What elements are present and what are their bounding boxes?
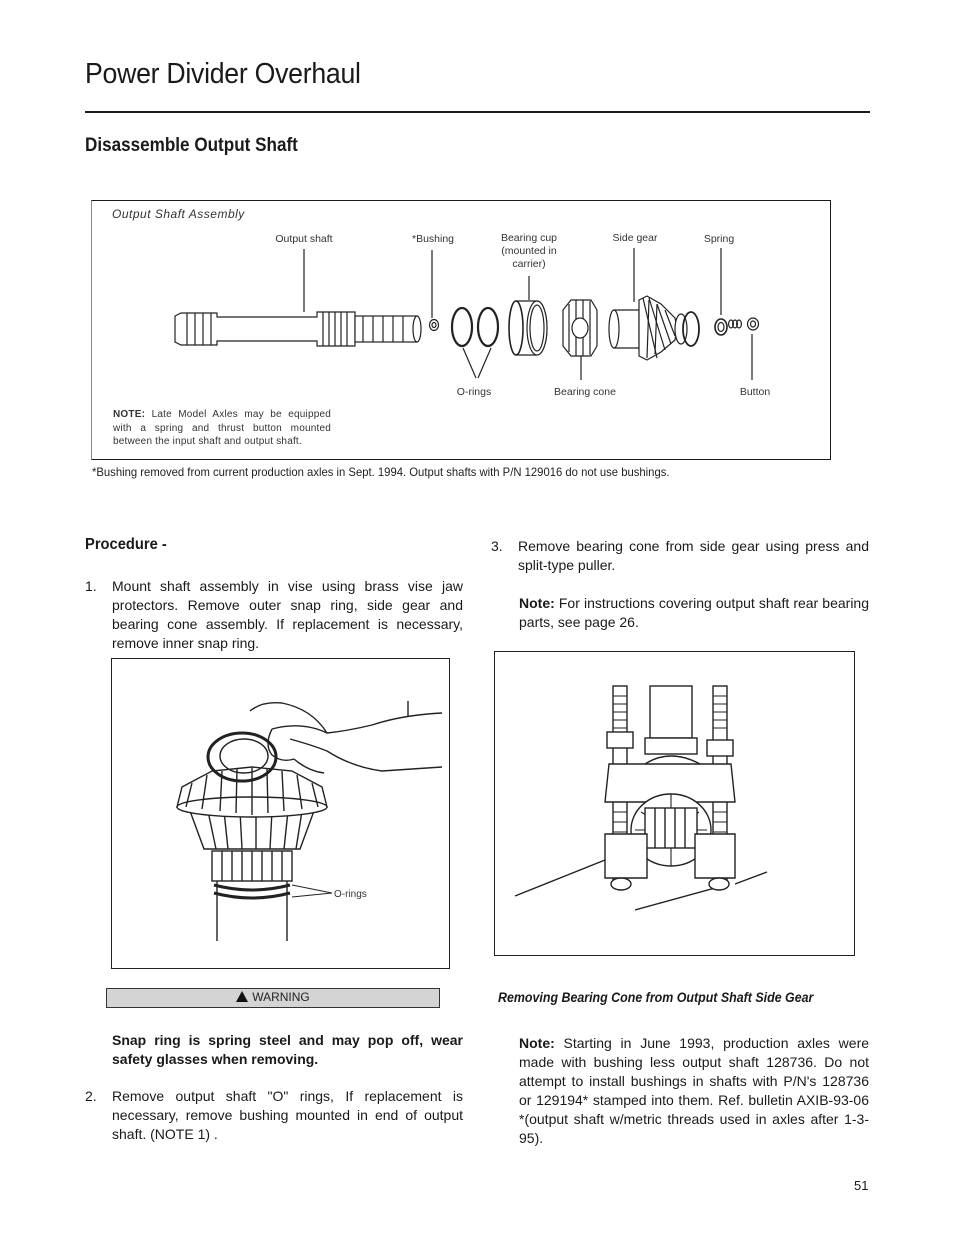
step-1-number: 1. xyxy=(85,578,97,594)
page-number: 51 xyxy=(854,1178,869,1193)
note-bushing-less-label: Note: xyxy=(519,1035,555,1051)
label-spring: Spring xyxy=(703,233,735,245)
o-ring-removal-illustration xyxy=(112,659,448,967)
label-button: Button xyxy=(739,386,771,398)
figure-note-label: NOTE: xyxy=(113,409,146,420)
page-title: Power Divider Overhaul xyxy=(85,58,361,90)
figure-note xyxy=(113,408,331,449)
label-bearing-cup: Bearing cup (mounted in carrier) xyxy=(500,232,558,270)
warning-icon xyxy=(236,991,248,1002)
warning-label: WARNING xyxy=(252,990,310,1004)
label-bushing: *Bushing xyxy=(411,233,455,245)
figure-note-text: Late Model Axles may be equipped with a spring and thrust button mounted between the input shaft and output shaft. xyxy=(113,409,331,447)
procedure-heading: Procedure - xyxy=(85,536,167,553)
press-puller-illustration xyxy=(495,652,853,954)
figure-caption: Output Shaft Assembly xyxy=(112,207,245,221)
warning-banner xyxy=(106,988,440,1008)
step-3-number: 3. xyxy=(491,538,503,554)
step-3-text: Remove bearing cone from side gear using press and split-type puller. xyxy=(518,538,869,573)
note-rear-bearing-text: For instructions covering output shaft rear bearing parts, see page 26. xyxy=(519,595,870,630)
step-3 xyxy=(491,537,869,575)
photo-press-puller xyxy=(494,651,855,956)
note-rear-bearing xyxy=(519,594,869,632)
step-2-number: 2. xyxy=(85,1088,97,1104)
photo-label-o-rings: O-rings xyxy=(334,889,367,900)
note-rear-bearing-label: Note: xyxy=(519,595,555,611)
photo-caption: Removing Bearing Cone from Output Shaft Side Gear xyxy=(498,990,814,1005)
note-bushing-less-text: Starting in June 1993, production axles were made with bushing less output shaft 128736. Do not attempt to install bushings in shafts with P/N's 128736 or 129194* stamped into them. Ref. bulletin AXIB-93-06 *(output shaft w/metric threads used in axles after 1-3-95). xyxy=(519,1035,870,1146)
warning-text: Snap ring is spring steel and may pop off, wear safety glasses when removing. xyxy=(112,1032,463,1067)
label-side-gear: Side gear xyxy=(612,232,658,244)
step-1 xyxy=(85,577,463,653)
label-output-shaft: Output shaft xyxy=(275,233,333,245)
step-1-text: Mount shaft assembly in vise using brass vise jaw protectors. Remove outer snap ring, side gear and bearing cone assembly. If replacement is necessary, remove inner snap ring. xyxy=(112,578,463,651)
bushing-footnote: *Bushing removed from current production axles in Sept. 1994. Output shafts with P/N 129016 do not use bushings. xyxy=(92,465,670,479)
photo-removing-o-rings xyxy=(111,658,450,969)
step-2 xyxy=(85,1087,463,1144)
title-divider xyxy=(85,111,870,113)
note-bushing-less-shaft xyxy=(519,1034,869,1148)
label-bearing-cone: Bearing cone xyxy=(554,386,616,398)
section-title: Disassemble Output Shaft xyxy=(85,135,298,156)
step-2-text: Remove output shaft "O" rings, If replacement is necessary, remove bushing mounted in end of output shaft. (NOTE 1) . xyxy=(112,1088,463,1142)
label-o-rings: O-rings xyxy=(456,386,492,398)
